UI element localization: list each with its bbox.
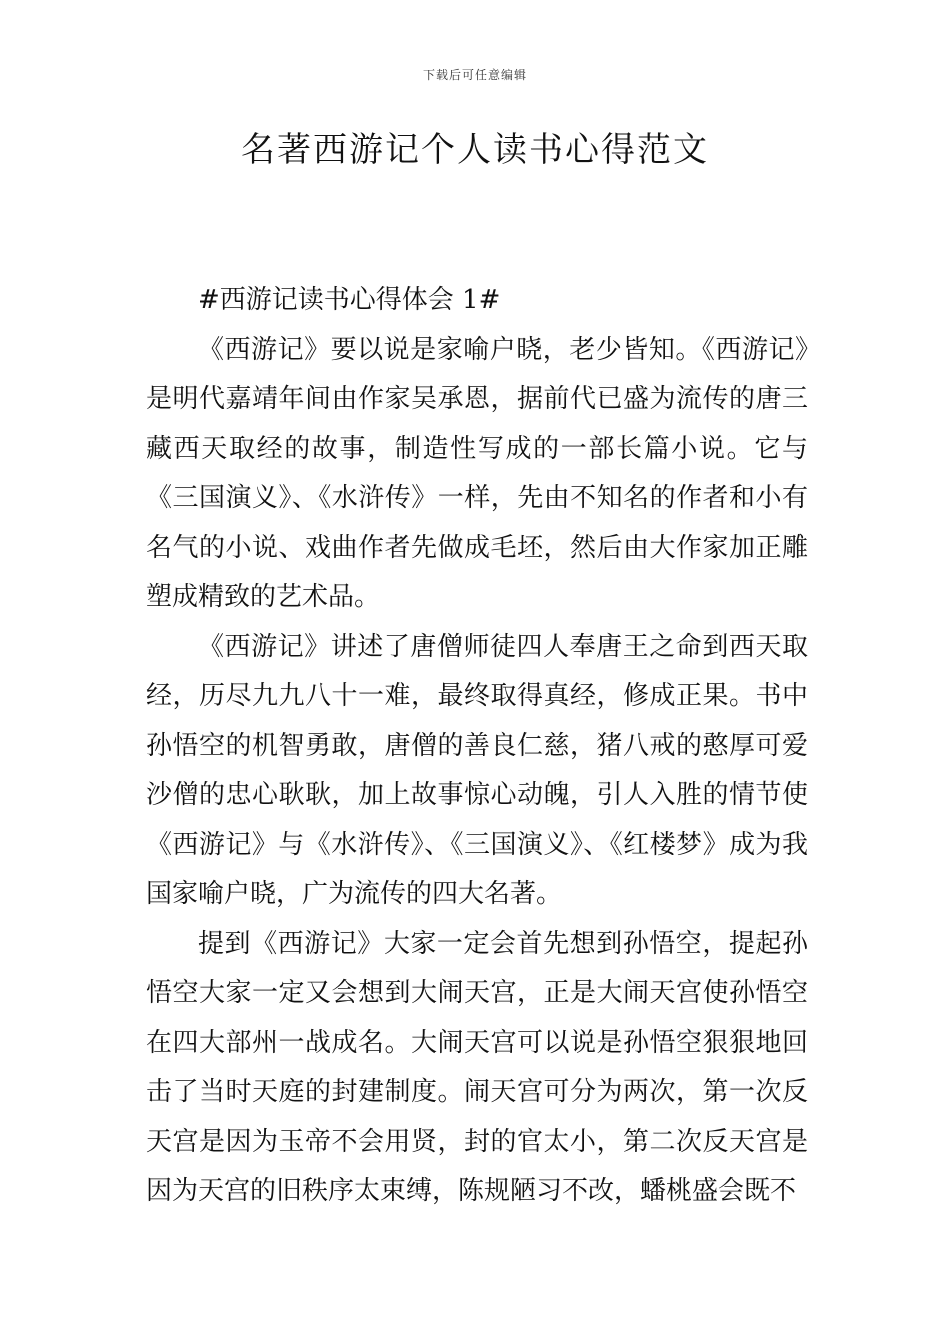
paragraph-1: 《西游记》要以说是家喻户晓，老少皆知。《西游记》是明代嘉靖年间由作家吴承恩，据前代已盛为流传的唐三藏西天取经的故事，制造性写成的一部长篇小说。它与《三国演义》、《水浒传》一样，先由不知名的作者和小有名气的小说、戏曲作者先做成毛坯，然后由大作家加正雕塑成精致的艺术品。: [146, 334, 808, 612]
header-note: 下载后可任意编辑: [422, 68, 527, 82]
paragraph-3: 提到《西游记》大家一定会首先想到孙悟空，提起孙悟空大家一定又会想到大闹天宫，正是大闹天宫使孙悟空在四大部州一战成名。大闹天宫可以说是孙悟空狠狠地回击了当时天庭的封建制度。闹天宫可分为两次，第一次反天宫是因为玉帝不会用贤，封的官太小，第二次反天宫是因为天宫的旧秩序太束缚，陈规陋习不改，蟠桃盛会既不: [146, 928, 808, 1206]
document-body: [146, 276, 808, 1217]
paragraph-2: 《西游记》讲述了唐僧师徒四人奉唐王之命到西天取经，历尽九九八十一难，最终取得真经，修成正果。书中孙悟空的机智勇敢，唐僧的善良仁慈，猪八戒的憨厚可爱沙僧的忠心耿耿，加上故事惊心动魄，引人入胜的情节使《西游记》与《水浒传》、《三国演义》、《红楼梦》成为我国家喻户晓，广为流传的四大名著。: [146, 631, 808, 909]
document-title: 名著西游记个人读书心得范文: [241, 130, 709, 170]
section-heading: #西游记读书心得体会 1#: [198, 285, 501, 315]
